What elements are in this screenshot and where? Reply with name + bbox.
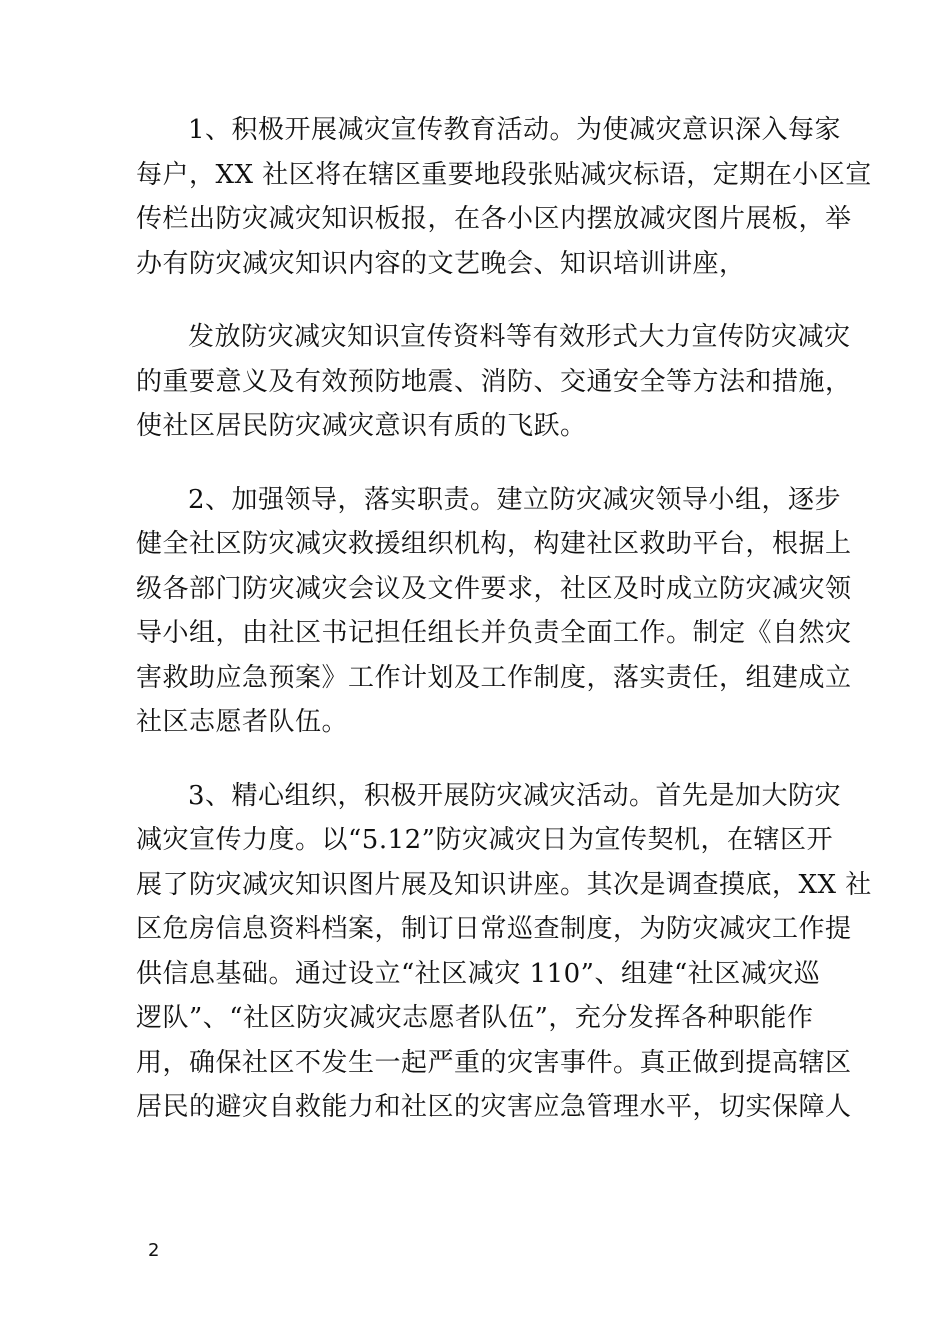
text-line: 1、积极开展减灾宣传教育活动。为使减灾意识深入每家 xyxy=(188,115,842,145)
text-line: 传栏出防灾减灾知识板报，在各小区内摆放减灾图片展板，举 xyxy=(136,204,852,234)
text-line: 减灾宣传力度。以“5.12”防灾减灾日为宣传契机，在辖区开 xyxy=(136,825,833,855)
text-line: 社区志愿者队伍。 xyxy=(136,707,349,737)
text-line: 3、精心组织，积极开展防灾减灾活动。首先是加大防灾 xyxy=(188,780,842,811)
text-line: 使社区居民防灾减灾意识有质的飞跃。 xyxy=(136,411,587,441)
paragraph-1 xyxy=(136,108,872,286)
text-line: 逻队”、“社区防灾减灾志愿者队伍”，充分发挥各种职能作 xyxy=(136,1003,814,1033)
text-line: 供信息基础。通过设立“社区减灾 110”、组建“社区减灾巡 xyxy=(136,958,821,989)
text-line: 办有防灾减灾知识内容的文艺晚会、知识培训讲座， xyxy=(136,248,746,279)
text-line: 区危房信息资料档案，制订日常巡查制度，为防灾减灾工作提 xyxy=(136,914,852,944)
paragraph-3 xyxy=(136,478,852,745)
text-line: 展了防灾减灾知识图片展及知识讲座。其次是调查摸底，XX 社 xyxy=(136,869,872,900)
text-line: 健全社区防灾减灾救援组织机构，构建社区救助平台，根据上 xyxy=(136,529,852,559)
text-line: 用，确保社区不发生一起严重的灾害事件。真正做到提高辖区 xyxy=(136,1047,852,1078)
text-line: 害救助应急预案》工作计划及工作制度，落实责任，组建成立 xyxy=(136,662,852,693)
paragraph-4 xyxy=(136,774,872,1130)
document-body xyxy=(136,108,872,1159)
text-line: 居民的避灾自救能力和社区的灾害应急管理水平，切实保障人 xyxy=(136,1092,852,1122)
text-line: 级各部门防灾减灾会议及文件要求，社区及时成立防灾减灾领 xyxy=(136,573,852,604)
text-line: 导小组，由社区书记担任组长并负责全面工作。制定《自然灾 xyxy=(136,618,852,648)
text-line: 的重要意义及有效预防地震、消防、交通安全等方法和措施， xyxy=(136,366,852,397)
text-line: 2、加强领导，落实职责。建立防灾减灾领导小组，逐步 xyxy=(188,484,842,515)
text-line: 发放防灾减灾知识宣传资料等有效形式大力宣传防灾减灾 xyxy=(188,322,851,352)
text-line: 每户，XX 社区将在辖区重要地段张贴减灾标语，定期在小区宣 xyxy=(136,159,872,190)
paragraph-2 xyxy=(136,315,852,449)
page-number: 2 xyxy=(148,1240,160,1261)
